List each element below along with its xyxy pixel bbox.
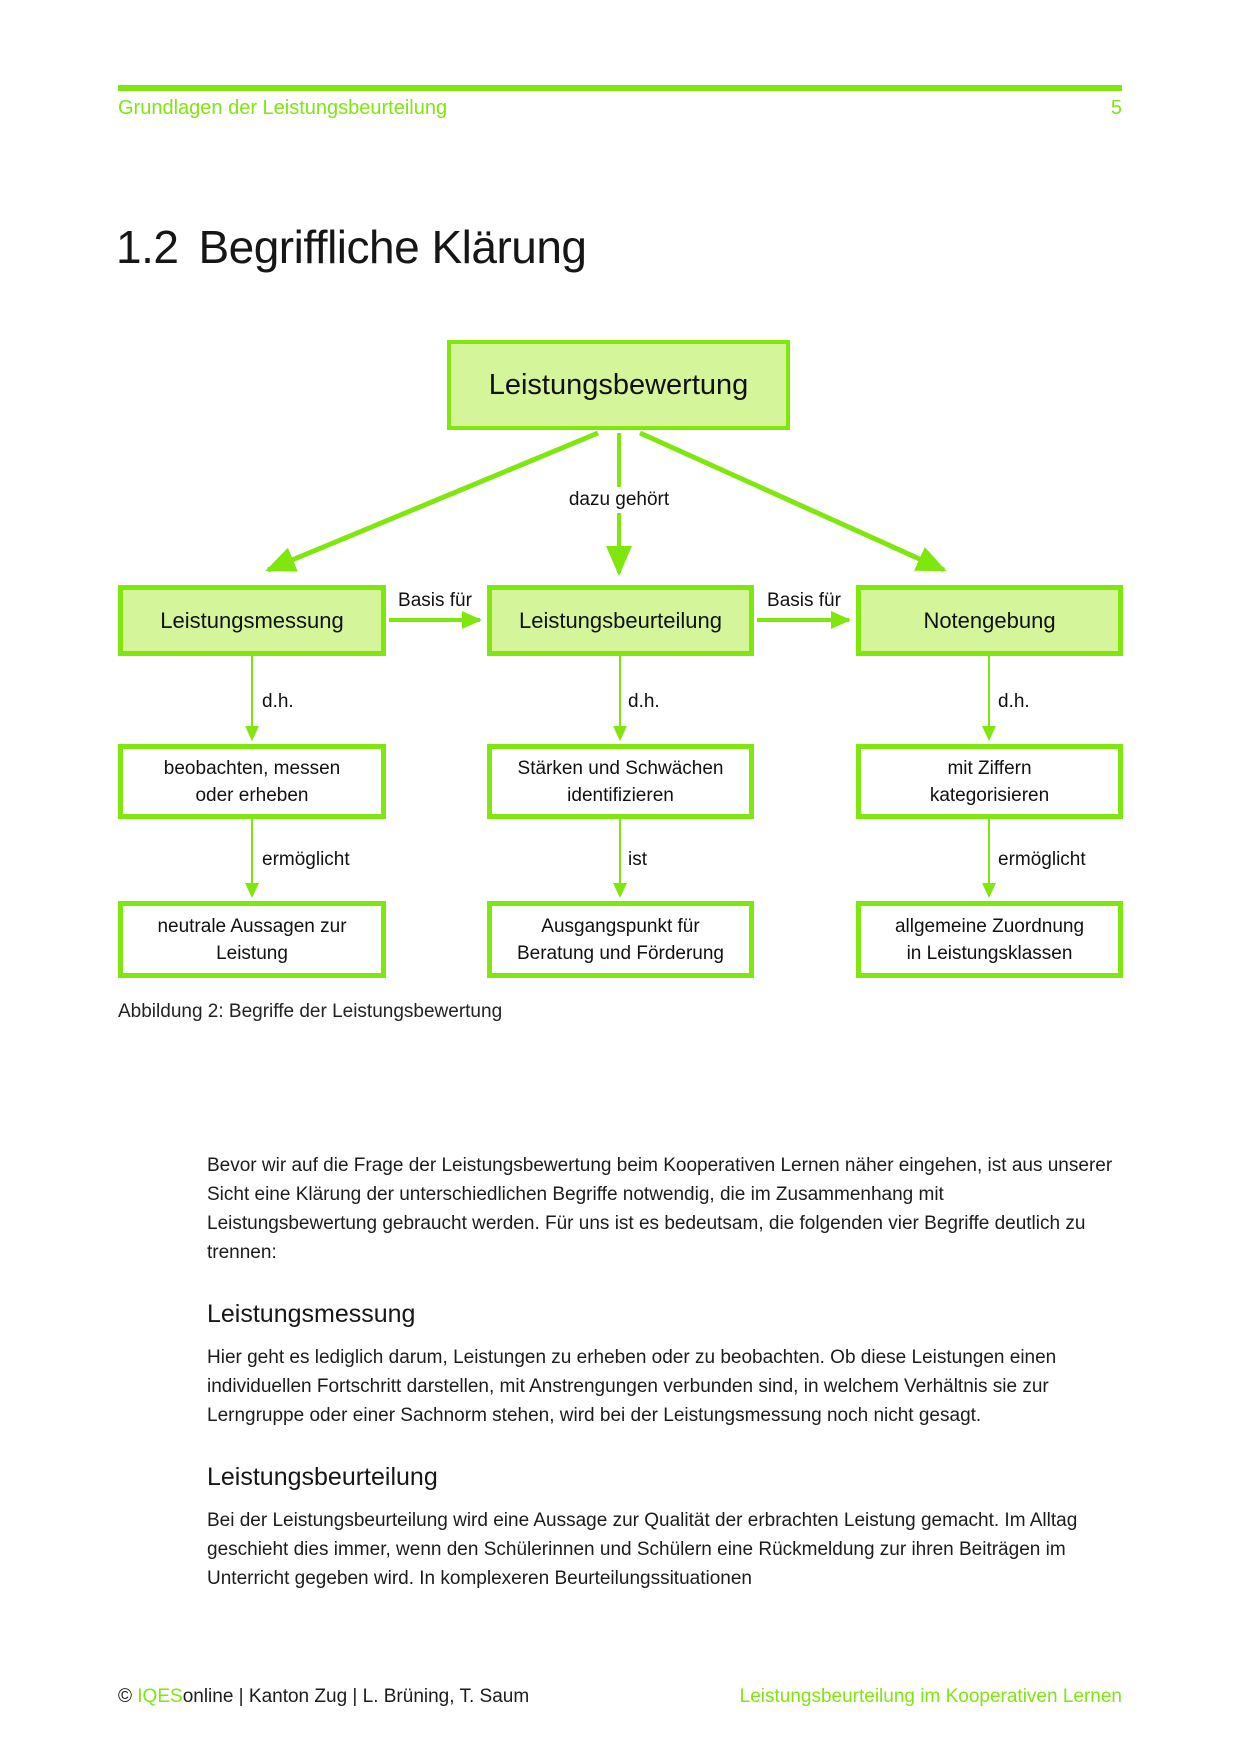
- relation-label-col2: ist: [628, 849, 647, 870]
- connector-label-dazu-gehoert: dazu gehört: [545, 487, 693, 513]
- definition-box-col1: [118, 744, 386, 819]
- result-line: in Leistungsklassen: [906, 942, 1073, 964]
- basis-fuer-label-1: Basis für: [398, 590, 472, 611]
- header-rule: [118, 85, 1122, 91]
- definition-line: Stärken und Schwächen: [517, 757, 724, 779]
- footer-right: Leistungsbeurteilung im Kooperativen Lernen: [739, 1686, 1122, 1707]
- paragraph-leistungsmessung: Hier geht es lediglich darum, Leistungen zu erheben oder zu beobachten. Ob diese Leistungen einen individuellen Fortschritt darstellen, mit Anstrengungen verbunden sind, in welchem Verhältnis sie zur Lerngruppe oder einer Sachnorm stehen, wird bei der Leistungsmessung noch nicht gesagt.: [207, 1347, 1057, 1426]
- paragraph-leistungsbeurteilung: Bei der Leistungsbeurteilung wird eine Aussage zur Qualität der erbrachten Leistung gemacht. Im Alltag geschieht dies immer, wenn den Schülerinnen und Schülern eine Rückmeldung zur ihren Beiträgen im Unterricht gegeben wird. In komplexeren Beurteilungssituationen: [207, 1510, 1078, 1589]
- body-text: [207, 1151, 1119, 1593]
- term-box-leistungsbeurteilung: [487, 585, 754, 656]
- section-heading: [116, 220, 587, 274]
- dh-label-col3: d.h.: [998, 691, 1030, 712]
- result-line: Beratung und Förderung: [516, 942, 725, 964]
- term-box-leistungsmessung: [118, 585, 386, 656]
- result-box-col1: [118, 901, 386, 978]
- definition-line: beobachten, messen: [163, 757, 341, 779]
- root-box-label: Leistungsbewertung: [488, 368, 749, 401]
- result-box-col2: [487, 901, 754, 978]
- relation-label-col1: ermöglicht: [262, 849, 350, 870]
- page-header: [118, 97, 1122, 120]
- result-line: Leistung: [216, 942, 288, 964]
- subheading-leistungsbeurteilung: Leistungsbeurteilung: [207, 1463, 438, 1491]
- term-label: Leistungsbeurteilung: [518, 607, 723, 633]
- root-box-leistungsbewertung: [447, 340, 790, 430]
- definition-box-col2: [487, 744, 754, 819]
- footer-authors: | Kanton Zug | L. Brüning, T. Saum: [233, 1686, 530, 1707]
- result-box-col3: [856, 901, 1123, 978]
- dh-label-col2: d.h.: [628, 691, 660, 712]
- term-label: Leistungsmessung: [160, 607, 344, 633]
- heading-title: Begriffliche Klärung: [198, 221, 587, 273]
- page-footer: [118, 1686, 1122, 1708]
- term-label: Notengebung: [923, 607, 1056, 633]
- term-box-notengebung: [856, 585, 1123, 656]
- subheading-leistungsmessung: Leistungsmessung: [207, 1300, 416, 1328]
- brand-iqes: IQES: [137, 1686, 183, 1707]
- result-line: Ausgangspunkt für: [541, 915, 700, 937]
- header-title: Grundlagen der Leistungsbeurteilung: [118, 97, 448, 119]
- relation-label-col3: ermöglicht: [998, 849, 1086, 870]
- footer-left: [118, 1686, 529, 1708]
- definition-line: oder erheben: [195, 784, 309, 806]
- basis-fuer-label-2: Basis für: [767, 590, 841, 611]
- header-page-number: 5: [1110, 97, 1122, 119]
- brand-online: online: [182, 1686, 234, 1707]
- definition-box-col3: [856, 744, 1123, 819]
- result-line: allgemeine Zuordnung: [894, 915, 1085, 937]
- result-line: neutrale Aussagen zur: [157, 915, 347, 937]
- definition-line: mit Ziffern: [947, 757, 1032, 779]
- copyright-symbol: ©: [118, 1686, 138, 1707]
- heading-number: 1.2: [116, 221, 179, 273]
- definition-line: kategorisieren: [929, 784, 1050, 806]
- intro-paragraph: Bevor wir auf die Frage der Leistungsbewertung beim Kooperativen Lernen näher eingehen, ist aus unserer Sicht eine Klärung der unterschiedlichen Begriffe notwendig, die im Zusammenhang mit Leistungsbewertung gebraucht werden. Für uns ist es bedeutsam, die folgenden vier Begriffe deutlich zu trennen:: [207, 1155, 1113, 1263]
- figure-caption: Abbildung 2: Begriffe der Leistungsbewertung: [118, 1001, 503, 1022]
- definition-line: identifizieren: [567, 784, 674, 806]
- dh-label-col1: d.h.: [262, 691, 294, 712]
